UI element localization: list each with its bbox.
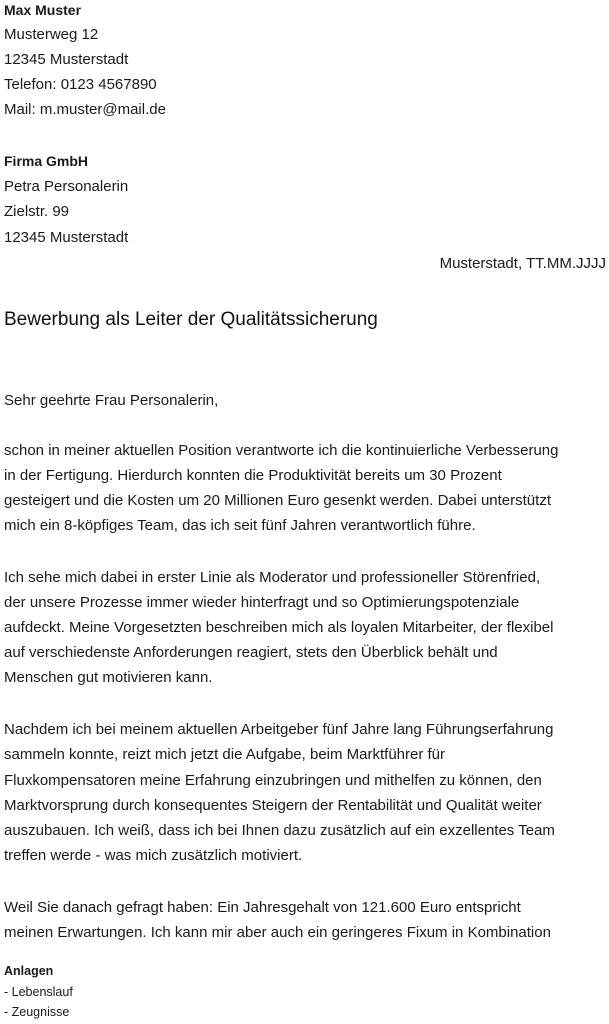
text-line: Fluxkompensatoren meine Erfahrung einzubringen und mithelfen zu können, den: [4, 772, 542, 789]
text-line: auf verschiedenste Anforderungen reagiert, stets den Überblick behält und: [4, 644, 498, 661]
text-line: Nachdem ich bei meinem aktuellen Arbeitgeber fünf Jahre lang Führungserfahrung: [4, 721, 554, 738]
recipient-company: Firma GmbH: [4, 153, 89, 169]
recipient-street: Zielstr. 99: [4, 203, 70, 220]
text-line: sammeln konnte, reizt mich jetzt die Aufgabe, beim Marktführer für: [4, 746, 446, 763]
text-line: treffen werde - was mich zusätzlich motiviert.: [4, 847, 303, 864]
recipient-city: 12345 Musterstadt: [4, 229, 129, 246]
attachment-item: - Lebenslauf: [4, 985, 73, 999]
text-line: gesteigert und die Kosten um 20 Millionen Euro gesenkt werden. Dabei unterstützt: [4, 492, 551, 509]
attachments-title: Anlagen: [4, 964, 54, 978]
text-line: meinen Erwartungen. Ich kann mir aber auch ein geringeres Fixum in Kombination: [4, 924, 551, 941]
text-line: der unsere Prozesse immer wieder hinterfragt und so Optimierungspotenziale: [4, 594, 520, 611]
salutation: Sehr geehrte Frau Personalerin,: [4, 392, 219, 409]
attachment-item: - Zeugnisse: [4, 1005, 70, 1019]
sender-city: 12345 Musterstadt: [4, 51, 129, 68]
sender-name: Max Muster: [4, 2, 82, 18]
sender-street: Musterweg 12: [4, 26, 99, 43]
subject-line: Bewerbung als Leiter der Qualitätssicherung: [4, 309, 378, 330]
sender-mail: Mail: m.muster@mail.de: [4, 101, 166, 118]
text-line: Weil Sie danach gefragt haben: Ein Jahresgehalt von 121.600 Euro entspricht: [4, 899, 521, 916]
text-line: auszubauen. Ich weiß, dass ich bei Ihnen dazu zusätzlich auf ein exzellentes Team: [4, 822, 555, 839]
date-line: Musterstadt, TT.MM.JJJJ: [439, 255, 606, 272]
sender-phone: Telefon: 0123 4567890: [4, 76, 157, 93]
text-line: in der Fertigung. Hierdurch konnten die Produktivität bereits um 30 Prozent: [4, 467, 502, 484]
text-line: aufdeckt. Meine Vorgesetzten beschreiben mich als loyalen Mitarbeiter, der flexibel: [4, 619, 554, 636]
text-line: Ich sehe mich dabei in erster Linie als Moderator und professioneller Störenfried,: [4, 569, 541, 586]
recipient-contact: Petra Personalerin: [4, 178, 129, 195]
text-line: Marktvorsprung durch konsequentes Steigern der Rentabilität und Qualität weiter: [4, 797, 542, 814]
text-line: schon in meiner aktuellen Position verantworte ich die kontinuierliche Verbesserung: [4, 442, 559, 459]
text-line: mich ein 8-köpfiges Team, das ich seit fünf Jahren verantwortlich führe.: [4, 517, 476, 534]
text-line: Menschen gut motivieren kann.: [4, 669, 213, 686]
